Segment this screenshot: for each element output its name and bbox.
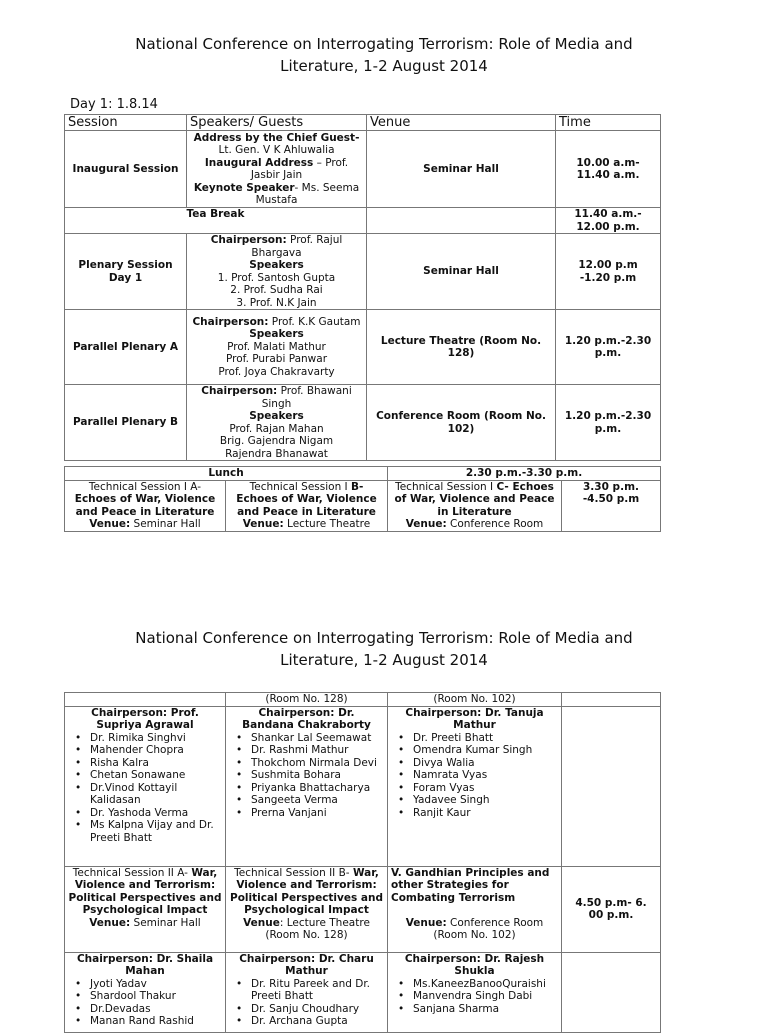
venue-name: Conference Room (Room No. 102) — [433, 916, 544, 941]
name: Prof. K.K Gautam — [268, 315, 361, 328]
title-line-2: Literature, 1-2 August 2014 — [280, 57, 488, 75]
time-cell: 3.30 p.m. -4.50 p.m — [562, 480, 661, 531]
label: Keynote Speaker — [193, 181, 295, 194]
venue-label: Venue: — [89, 518, 131, 530]
list-item: • Dr. Sanju Choudhary — [251, 1003, 384, 1016]
room-b: (Room No. 128) — [226, 693, 388, 707]
venue-name: Conference Room — [446, 518, 544, 530]
participant-list — [391, 978, 558, 1016]
session-prefix: Technical Session I A- — [88, 480, 202, 493]
tech2-b-cell — [226, 866, 388, 952]
empty-cell — [562, 706, 661, 866]
venue-name: : Lecture Theatre (Room No. 128) — [265, 916, 370, 941]
table-row — [65, 480, 661, 531]
speakers-cell — [187, 234, 367, 310]
label: Chairperson: — [210, 234, 287, 246]
chairperson: Chairperson: Dr. Charu Mathur — [239, 952, 374, 977]
speaker-line: Rajendra Bhanawat — [225, 447, 328, 460]
list-item: • Dr. Rimika Singhvi — [90, 732, 222, 745]
session-theme: C- Echoes of War, Violence and Peace in Literature — [394, 480, 555, 518]
tech2-c-cell — [388, 866, 562, 952]
table-row — [65, 952, 661, 1032]
lunch-time: 2.30 p.m.-3.30 p.m. — [388, 467, 661, 481]
chairperson: Chairperson: Dr. Bandana Chakraborty — [242, 706, 371, 731]
conference-title-page2 — [0, 627, 768, 671]
table-row — [65, 467, 661, 481]
venue-line — [391, 917, 558, 942]
venue-name: Seminar Hall — [130, 518, 201, 530]
time-cell: 1.20 p.m.-2.30 p.m. — [556, 385, 661, 461]
chair-line — [190, 385, 363, 410]
group-c-cell — [388, 706, 562, 866]
time-cell: 12.00 p.m -1.20 p.m — [556, 234, 661, 310]
chair-line — [190, 234, 363, 259]
session-theme: War, Violence and Terrorism: Political Perspectives and Psychological Impact — [230, 866, 383, 916]
list-item: • Risha Kalra — [90, 757, 222, 770]
name: Prof. Rajul Bhargava — [251, 234, 343, 259]
venue-cell: Seminar Hall — [367, 131, 556, 208]
session-name: Inaugural Session — [65, 131, 187, 208]
session-prefix: Technical Session II A- — [72, 866, 192, 879]
group-b2-cell — [226, 952, 388, 1032]
table-row — [65, 706, 661, 866]
speaker-line: Address by the Chief Guest- — [193, 131, 360, 144]
chairperson: Chairperson: Dr. Shaila Mahan — [76, 952, 214, 977]
empty-cell — [562, 952, 661, 1032]
participant-list — [229, 732, 384, 820]
session-prefix: Technical Session II B- — [234, 866, 353, 879]
list-item: • Omendra Kumar Singh — [413, 744, 558, 757]
speaker-line — [190, 182, 363, 207]
table-row — [65, 131, 661, 208]
header-session: Session — [65, 115, 187, 131]
list-item: • Dr. Preeti Bhatt — [413, 732, 558, 745]
participant-list — [229, 978, 384, 1028]
venue-label: Venue — [243, 916, 280, 929]
speaker-line: Lt. Gen. V K Ahluwalia — [218, 144, 335, 156]
speaker-line: 2. Prof. Sudha Rai — [230, 284, 323, 296]
list-item: • Chetan Sonawane — [90, 769, 222, 782]
table-header-row — [65, 115, 661, 131]
list-item: • Ms Kalpna Vijay and Dr. Preeti Bhatt — [90, 819, 222, 844]
list-item: • Sangeeta Verma — [251, 794, 384, 807]
time-cell: 11.40 a.m.- 12.00 p.m. — [556, 208, 661, 234]
table-row — [65, 310, 661, 385]
session-name: Parallel Plenary B — [65, 385, 187, 461]
venue-label: Venue: — [405, 916, 447, 929]
list-item: • Manan Rand Rashid — [90, 1015, 222, 1028]
list-item: • Shankar Lal Seemawat — [251, 732, 384, 745]
name: Prof. Bhawani Singh — [261, 385, 352, 410]
venue-label: Venue: — [89, 916, 131, 929]
speaker-line: 3. Prof. N.K Jain — [236, 296, 317, 309]
time-cell: 4.50 p.m- 6. 00 p.m. — [562, 866, 661, 952]
lunch-label: Lunch — [65, 467, 388, 481]
title-line-1: National Conference on Interrogating Terrorism: Role of Media and — [135, 35, 633, 53]
speakers-label: Speakers — [249, 410, 304, 422]
page2-schedule-table — [64, 692, 661, 1033]
speaker-line — [190, 157, 363, 182]
tea-break-label: Tea Break — [65, 208, 367, 234]
empty-cell — [367, 208, 556, 234]
chair-line — [190, 316, 363, 329]
table-row — [65, 208, 661, 234]
list-item: • Mahender Chopra — [90, 744, 222, 757]
list-item: • Dr. Rashmi Mathur — [251, 744, 384, 757]
tech1-b-cell — [226, 480, 388, 531]
venue-cell: Conference Room (Room No. 102) — [367, 385, 556, 461]
group-c2-cell — [388, 952, 562, 1032]
speaker-line: 1. Prof. Santosh Gupta — [217, 271, 336, 284]
list-item: • Ranjit Kaur — [413, 807, 558, 820]
table-row — [65, 693, 661, 707]
venue-name: Lecture Theatre — [283, 518, 371, 530]
list-item: • Dr. Yashoda Verma — [90, 807, 222, 820]
session-prefix: Technical Session I — [395, 480, 497, 493]
header-venue: Venue — [367, 115, 556, 131]
table-row — [65, 385, 661, 461]
speakers-cell — [187, 131, 367, 208]
tech1-c-cell — [388, 480, 562, 531]
session-prefix: Technical Session I — [249, 480, 351, 493]
session-theme: Echoes of War, Violence and Peace in Literature — [74, 493, 216, 518]
chairperson: Chairperson: Prof. Supriya Agrawal — [91, 706, 199, 731]
name: – Prof. Jasbir Jain — [250, 156, 349, 181]
speakers-cell — [187, 310, 367, 385]
room-c: (Room No. 102) — [388, 693, 562, 707]
participant-list — [68, 732, 222, 845]
venue-cell: Lecture Theatre (Room No. 128) — [367, 310, 556, 385]
name: - Ms. Seema Mustafa — [255, 181, 360, 206]
day-label: Day 1: 1.8.14 — [70, 97, 158, 112]
header-time: Time — [556, 115, 661, 131]
list-item: • Priyanka Bhattacharya — [251, 782, 384, 795]
title-line-2: Literature, 1-2 August 2014 — [280, 651, 488, 669]
label: Inaugural Address — [204, 156, 314, 169]
empty-cell — [562, 693, 661, 707]
speakers-label: Speakers — [249, 259, 304, 271]
speakers-label: Speakers — [249, 328, 304, 341]
participant-list — [68, 978, 222, 1028]
tech1-a-cell — [65, 480, 226, 531]
session-theme: V. Gandhian Principles and other Strategies for Combating Terrorism — [391, 866, 550, 904]
header-speakers: Speakers/ Guests — [187, 115, 367, 131]
label: Chairperson: — [201, 385, 278, 397]
chairperson: Chairperson: Dr. Tanuja Mathur — [405, 706, 544, 731]
list-item: • Dr.Devadas — [90, 1003, 222, 1016]
speaker-line: Prof. Joya Chakravarty — [218, 365, 335, 378]
tech2-a-cell — [65, 866, 226, 952]
time-cell: 10.00 a.m- 11.40 a.m. — [556, 131, 661, 208]
speaker-line: Prof. Malati Mathur — [227, 340, 326, 353]
session-name: Parallel Plenary A — [65, 310, 187, 385]
list-item: • Foram Vyas — [413, 782, 558, 795]
table-row — [65, 234, 661, 310]
empty-cell — [65, 693, 226, 707]
session-theme: War, Violence and Terrorism: Political Perspectives and Psychological Impact — [68, 866, 222, 916]
time-cell: 1.20 p.m.-2.30 p.m. — [556, 310, 661, 385]
list-item: • Yadavee Singh — [413, 794, 558, 807]
speakers-cell — [187, 385, 367, 461]
table-row — [65, 866, 661, 952]
list-item: • Manvendra Singh Dabi — [413, 990, 558, 1003]
venue-cell: Seminar Hall — [367, 234, 556, 310]
list-item: • Dr.Vinod Kottayil Kalidasan — [90, 782, 222, 807]
session-name: Plenary Session Day 1 — [65, 234, 187, 310]
list-item: • Ms.KaneezBanooQuraishi — [413, 978, 558, 991]
list-item: • Dr. Archana Gupta — [251, 1015, 384, 1028]
list-item: • Jyoti Yadav — [90, 978, 222, 991]
session-theme: B- Echoes of War, Violence and Peace in Literature — [236, 480, 377, 518]
group-b-cell — [226, 706, 388, 866]
list-item: • Sanjana Sharma — [413, 1003, 558, 1016]
title-line-1: National Conference on Interrogating Terrorism: Role of Media and — [135, 629, 633, 647]
conference-title — [0, 33, 768, 77]
speaker-line: Prof. Rajan Mahan — [229, 422, 324, 435]
list-item: • Thokchom Nirmala Devi — [251, 757, 384, 770]
list-item: • Namrata Vyas — [413, 769, 558, 782]
venue-label: Venue: — [405, 518, 447, 530]
participant-list — [391, 732, 558, 820]
group-a2-cell — [65, 952, 226, 1032]
list-item: • Sushmita Bohara — [251, 769, 384, 782]
lunch-and-tech1-table — [64, 466, 661, 532]
list-item: • Shardool Thakur — [90, 990, 222, 1003]
list-item: • Prerna Vanjani — [251, 807, 384, 820]
speaker-line: Prof. Purabi Panwar — [225, 353, 328, 366]
label: Chairperson: — [192, 315, 269, 328]
day1-schedule-table — [64, 114, 661, 461]
venue-name: Seminar Hall — [130, 916, 201, 929]
chairperson: Chairperson: Dr. Rajesh Shukla — [404, 952, 545, 977]
list-item: • Dr. Ritu Pareek and Dr. Preeti Bhatt — [251, 978, 384, 1003]
venue-label: Venue: — [242, 518, 284, 530]
group-a-cell — [65, 706, 226, 866]
list-item: • Divya Walia — [413, 757, 558, 770]
speaker-line: Brig. Gajendra Nigam — [219, 435, 334, 447]
